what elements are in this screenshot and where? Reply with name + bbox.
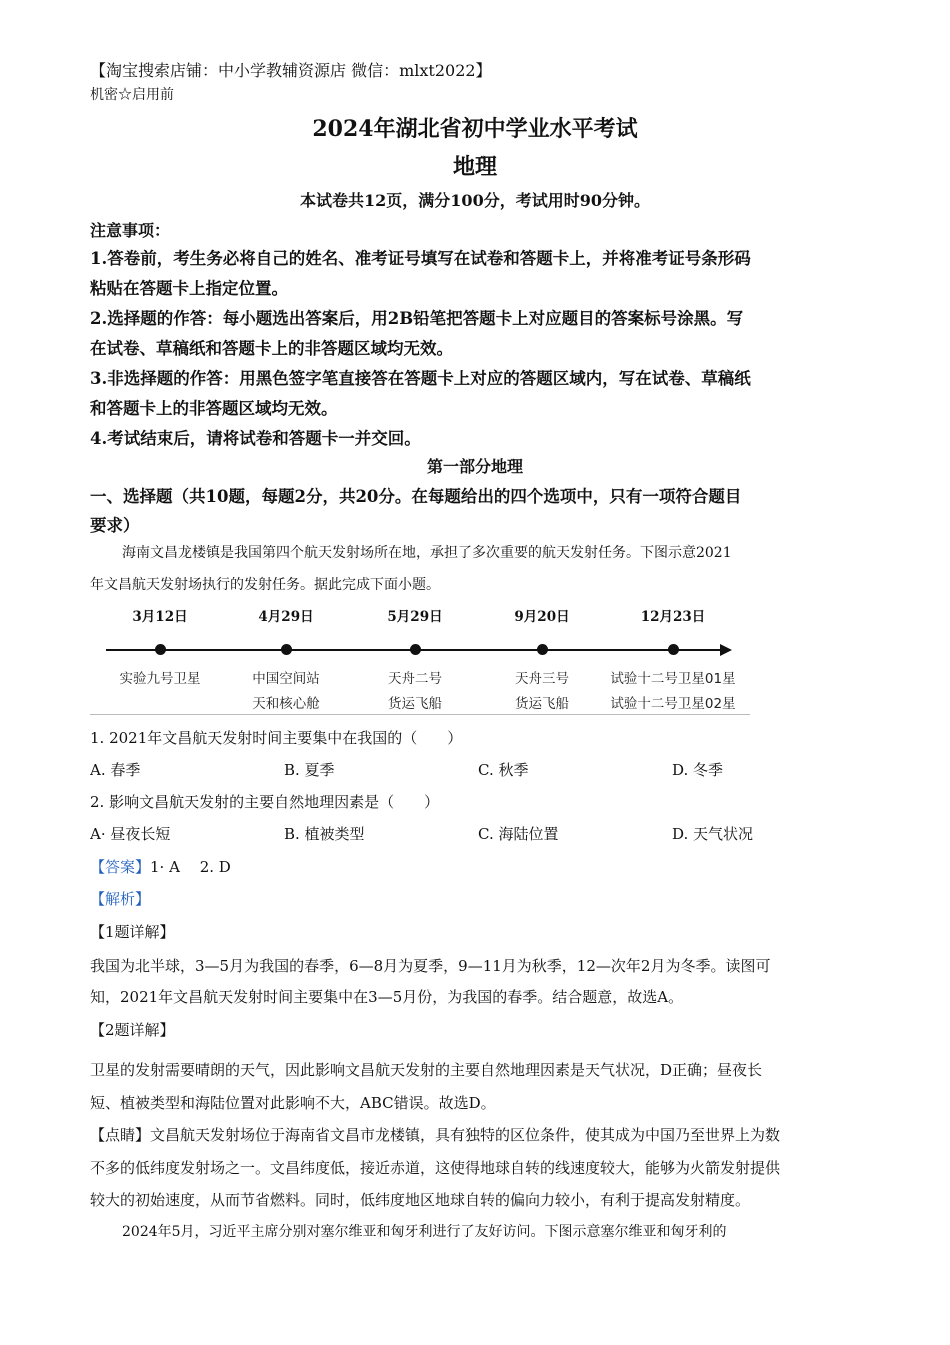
event-date: 9月20日 (514, 609, 570, 625)
event-label: 实验九号卫星 (119, 671, 201, 687)
timeline-divider (90, 714, 750, 715)
event-dot (155, 644, 166, 655)
timeline-event (345, 606, 485, 717)
question-1-stem: 1. 2021年文昌航天发射时间主要集中在我国的（ ） (90, 729, 463, 747)
event-label: 试验十二号卫星01星 (610, 671, 736, 687)
notice-line: 3.非选择题的作答：用黑色签字笔直接答在答题卡上对应的答题区域内，写在试卷、草稿纸 (90, 369, 751, 388)
event-date: 4月29日 (258, 609, 314, 625)
timeline-event (472, 606, 612, 717)
answer-line (90, 856, 231, 877)
answer-text: 1· A 2. D (150, 858, 231, 876)
detail-1-text: 我国为北半球，3—5月为我国的春季，6—8月为夏季，9—11月为秋季，12—次年2月为冬季。读图可 (90, 957, 771, 975)
q1-option-c: C. 秋季 (478, 761, 529, 779)
detail-2-text-cont: 短、植被类型和海陆位置对此影响不大，ABC错误。故选D。 (90, 1094, 496, 1112)
timeline-event (593, 606, 753, 717)
q2-option-a: A· 昼夜长短 (90, 825, 171, 843)
notice-line: 和答题卡上的非答题区域均无效。 (90, 399, 338, 418)
event-label: 中国空间站 (252, 671, 320, 687)
event-date: 5月29日 (387, 609, 443, 625)
notice-line: 1.答卷前，考生务必将自己的姓名、准考证号填写在试卷和答题卡上，并将准考证号条形码 (90, 249, 751, 268)
notice-line: 2.选择题的作答：每小题选出答案后，用2B铅笔把答题卡上对应题目的答案标号涂黑。写 (90, 309, 744, 328)
detail-1-heading: 【1题详解】 (90, 923, 175, 941)
notice-line: 在试卷、草稿纸和答题卡上的非答题区域均无效。 (90, 339, 453, 358)
tip-text-cont: 较大的初始速度，从而节省燃料。同时，低纬度地区地球自转的偏向力较小，有利于提高发射精度。 (90, 1191, 751, 1209)
q2-option-d: D. 天气状况 (672, 825, 754, 843)
event-date: 3月12日 (132, 609, 188, 625)
q1-option-b: B. 夏季 (284, 761, 335, 779)
event-label: 试验十二号卫星02星 (610, 696, 736, 712)
intro-text: 海南文昌龙楼镇是我国第四个航天发射场所在地，承担了多次重要的航天发射任务。下图示意2021 (122, 545, 732, 561)
notice-line: 粘贴在答题卡上指定位置。 (90, 279, 288, 298)
q1-option-d: D. 冬季 (672, 761, 724, 779)
event-dot (281, 644, 292, 655)
exam-subject: 地理 (452, 154, 497, 180)
analysis-label: 【解析】 (90, 890, 151, 908)
answer-label: 【答案】 (90, 858, 151, 876)
event-date: 12月23日 (640, 609, 706, 625)
detail-2-heading: 【2题详解】 (90, 1021, 175, 1039)
event-label: 货运飞船 (515, 696, 569, 712)
tip-text-cont: 不多的低纬度发射场之一。文昌纬度低，接近赤道，这使得地球自转的线速度较大，能够为火箭发射提供 (90, 1159, 781, 1177)
question-2-stem: 2. 影响文昌航天发射的主要自然地理因素是（ ） (90, 793, 440, 811)
intro-text-cont: 年文昌航天发射场执行的发射任务。据此完成下面小题。 (90, 577, 440, 593)
next-intro-text: 2024年5月，习近平主席分别对塞尔维亚和匈牙利进行了友好访问。下图示意塞尔维亚和匈牙利的 (122, 1224, 727, 1240)
event-dot (537, 644, 548, 655)
event-label: 天舟二号 (388, 671, 442, 687)
q1-option-a: A. 春季 (90, 761, 141, 779)
timeline-event (216, 606, 356, 717)
event-label: 天舟三号 (515, 671, 569, 687)
event-dot (668, 644, 679, 655)
section-heading: 一、选择题（共10题，每题2分，共20分。在每题给出的四个选项中，只有一项符合题目 (90, 487, 742, 506)
shop-ad-text: 【淘宝搜索店铺：中小学教辅资源店 微信：mlxt2022】 (90, 61, 492, 80)
part-title: 第一部分地理 (426, 457, 523, 476)
q2-option-b: B. 植被类型 (284, 825, 365, 843)
section-heading-cont: 要求） (90, 516, 140, 535)
tip-text: 【点睛】文昌航天发射场位于海南省文昌市龙楼镇，具有独特的区位条件，使其成为中国乃至世界上为数 (90, 1126, 781, 1144)
detail-1-text-cont: 知，2021年文昌航天发射时间主要集中在3—5月份，为我国的春季。结合题意，故选A。 (90, 988, 684, 1006)
notice-heading: 注意事项： (90, 221, 171, 240)
q2-option-c: C. 海陆位置 (478, 825, 559, 843)
event-label: 天和核心舱 (252, 696, 320, 712)
event-dot (410, 644, 421, 655)
event-label: 货运飞船 (388, 696, 442, 712)
exam-title: 2024年湖北省初中学业水平考试 (312, 116, 638, 142)
launch-timeline (90, 606, 750, 716)
detail-2-text: 卫星的发射需要晴朗的天气，因此影响文昌航天发射的主要自然地理因素是天气状况，D正确；昼夜长 (90, 1061, 763, 1079)
timeline-event (90, 606, 230, 692)
exam-info: 本试卷共12页，满分100分，考试用时90分钟。 (300, 191, 650, 210)
confidential-mark: 机密☆启用前 (90, 87, 174, 103)
notice-line: 4.考试结束后，请将试卷和答题卡一并交回。 (90, 429, 421, 448)
